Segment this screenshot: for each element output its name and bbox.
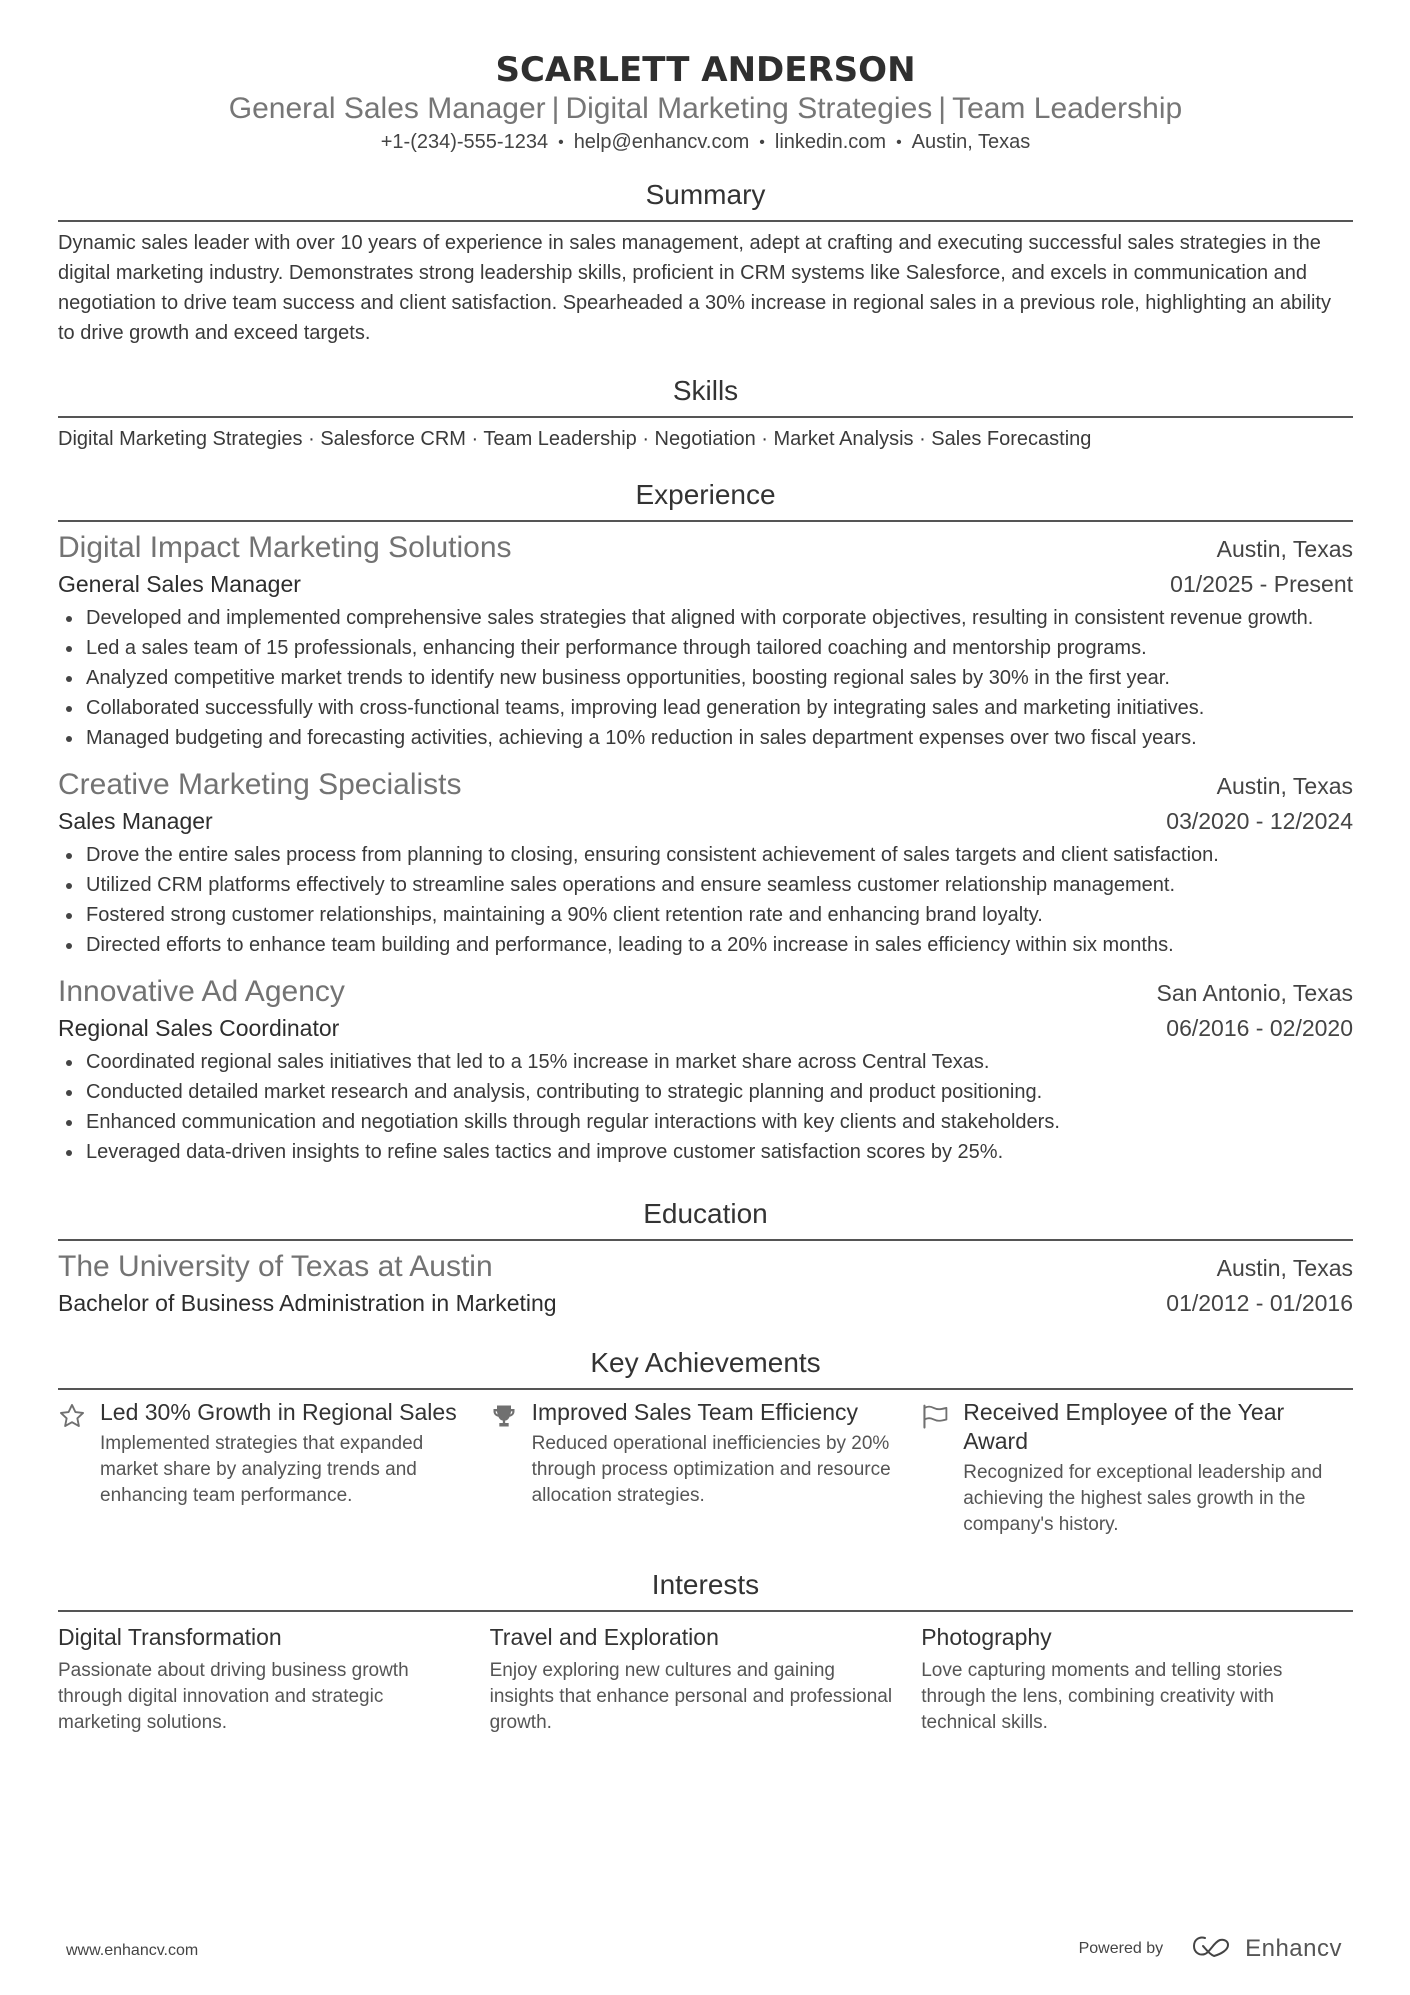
job-bullets <box>58 603 1353 753</box>
section-title: Interests <box>58 1568 1353 1612</box>
interest-title: Digital Transformation <box>58 1624 282 1650</box>
job-location: San Antonio, Texas <box>1156 980 1353 1006</box>
enhancv-logo-icon <box>1191 1934 1237 1963</box>
job-dates: 01/2025 - Present <box>1170 571 1353 597</box>
phone[interactable]: +1-(234)-555-1234 <box>380 131 549 153</box>
email-link[interactable]: help@enhancv.com <box>573 131 750 153</box>
headline-separator: | <box>551 92 560 125</box>
job-title: Regional Sales Coordinator <box>58 1015 340 1041</box>
interest-title: Travel and Exploration <box>489 1624 719 1650</box>
job-entry <box>58 974 1353 1167</box>
resume-page <box>58 0 1353 1736</box>
summary-text: Dynamic sales leader with over 10 years of experience in sales management, adept at crafting and executing successful sales strategies in the digital marketing industry. Demonstrates strong leadership skills, proficient in CRM systems like Salesforce, and excels in communication and negotiation to drive team success and client satisfaction. Spearheaded a 30% increase in regional sales in a previous role, highlighting an ability to drive growth and exceed targets. <box>58 232 1331 344</box>
bullet-item: Led a sales team of 15 professionals, enhancing their performance through tailored coaching and mentorship programs. <box>58 633 1353 663</box>
job-title: General Sales Manager <box>58 571 301 597</box>
powered-by-label: Powered by <box>1078 1939 1164 1957</box>
job-entry <box>58 767 1353 960</box>
achievement-description: Reduced operational inefficiencies by 20% through process optimization and resource allocation strategies. <box>531 1433 891 1506</box>
contact-separator: • <box>759 134 765 151</box>
job-entry <box>58 530 1353 753</box>
flag-icon <box>921 1398 963 1538</box>
interests-section <box>58 1568 1353 1736</box>
achievement-item <box>58 1398 490 1538</box>
achievement-title: Led 30% Growth in Regional Sales <box>100 1399 457 1425</box>
skills-list: Digital Marketing Strategies · Salesforce CRM · Team Leadership · Negotiation · Market Analysis · Sales Forecasting <box>58 428 1092 450</box>
education-entry <box>58 1249 1353 1320</box>
interest-item <box>58 1622 490 1736</box>
achievement-description: Recognized for exceptional leadership and achieving the highest sales growth in the company's history. <box>963 1462 1323 1535</box>
section-title: Key Achievements <box>58 1346 1353 1390</box>
location: Austin, Texas <box>911 131 1031 153</box>
footer-website-link[interactable]: www.enhancv.com <box>66 1942 199 1959</box>
candidate-name: SCARLETT ANDERSON <box>495 50 916 90</box>
brand-name: Enhancv <box>1245 1934 1342 1962</box>
company-name: Creative Marketing Specialists <box>58 768 462 801</box>
achievements-section <box>58 1346 1353 1538</box>
bullet-item: Managed budgeting and forecasting activities, achieving a 10% reduction in sales department expenses over two fiscal years. <box>58 723 1353 753</box>
job-bullets <box>58 840 1353 960</box>
bullet-item: Collaborated successfully with cross-functional teams, improving lead generation by integrating sales and marketing initiatives. <box>58 693 1353 723</box>
headline-item: Digital Marketing Strategies <box>565 92 933 125</box>
section-title: Skills <box>58 374 1353 418</box>
interest-item <box>921 1622 1353 1736</box>
section-title: Experience <box>58 478 1353 522</box>
bullet-item: Utilized CRM platforms effectively to streamline sales operations and ensure seamless customer relationship management. <box>58 870 1353 900</box>
bullet-item: Developed and implemented comprehensive sales strategies that aligned with corporate objectives, resulting in consistent revenue growth. <box>58 603 1353 633</box>
resume-header <box>58 0 1353 158</box>
experience-section <box>58 478 1353 1167</box>
bullet-item: Conducted detailed market research and analysis, contributing to strategic planning and product positioning. <box>58 1077 1353 1107</box>
job-dates: 03/2020 - 12/2024 <box>1166 808 1353 834</box>
headline-separator: | <box>938 92 947 125</box>
achievement-item <box>490 1398 922 1538</box>
achievement-description: Implemented strategies that expanded market share by analyzing trends and enhancing team performance. <box>100 1433 424 1506</box>
school-location: Austin, Texas <box>1216 1255 1353 1281</box>
summary-section <box>58 178 1353 348</box>
section-title: Education <box>58 1197 1353 1241</box>
contact-line <box>58 128 1353 158</box>
degree: Bachelor of Business Administration in Marketing <box>58 1290 557 1316</box>
achievement-title: Improved Sales Team Efficiency <box>531 1399 859 1425</box>
bullet-item: Enhanced communication and negotiation skills through regular interactions with key clients and stakeholders. <box>58 1107 1353 1137</box>
interest-description: Passionate about driving business growth through digital innovation and strategic marketing solutions. <box>58 1660 409 1733</box>
job-location: Austin, Texas <box>1216 773 1353 799</box>
job-dates: 06/2016 - 02/2020 <box>1166 1015 1353 1041</box>
achievement-title: Received Employee of the Year Award <box>963 1399 1285 1454</box>
interest-title: Photography <box>921 1624 1052 1650</box>
headline <box>58 90 1353 128</box>
headline-item: General Sales Manager <box>228 92 546 125</box>
star-icon <box>58 1398 100 1538</box>
skills-section <box>58 374 1353 454</box>
bullet-item: Drove the entire sales process from planning to closing, ensuring consistent achievement of sales targets and client satisfaction. <box>58 840 1353 870</box>
company-name: Digital Impact Marketing Solutions <box>58 531 512 564</box>
job-bullets <box>58 1047 1353 1167</box>
bullet-item: Directed efforts to enhance team building and performance, leading to a 20% increase in sales efficiency within six months. <box>58 930 1353 960</box>
section-title: Summary <box>58 178 1353 222</box>
company-name: Innovative Ad Agency <box>58 975 345 1008</box>
education-section <box>58 1197 1353 1320</box>
headline-item: Team Leadership <box>952 92 1183 125</box>
interest-item <box>490 1622 922 1736</box>
footer-branding[interactable] <box>1079 1934 1342 1963</box>
achievement-item <box>921 1398 1353 1538</box>
linkedin-link[interactable]: linkedin.com <box>774 131 887 153</box>
job-location: Austin, Texas <box>1216 536 1353 562</box>
interest-description: Enjoy exploring new cultures and gaining insights that enhance personal and professional growth. <box>489 1660 893 1733</box>
contact-separator: • <box>558 134 564 151</box>
bullet-item: Coordinated regional sales initiatives that led to a 15% increase in market share across Central Texas. <box>58 1047 1353 1077</box>
interest-description: Love capturing moments and telling stories through the lens, combining creativity with technical skills. <box>921 1660 1283 1733</box>
trophy-icon <box>490 1398 532 1538</box>
bullet-item: Analyzed competitive market trends to identify new business opportunities, boosting regional sales by 30% in the first year. <box>58 663 1353 693</box>
contact-separator: • <box>896 134 902 151</box>
job-title: Sales Manager <box>58 808 213 834</box>
bullet-item: Leveraged data-driven insights to refine sales tactics and improve customer satisfaction scores by 25%. <box>58 1137 1353 1167</box>
education-dates: 01/2012 - 01/2016 <box>1166 1290 1353 1316</box>
school-name: The University of Texas at Austin <box>58 1250 493 1283</box>
bullet-item: Fostered strong customer relationships, maintaining a 90% client retention rate and enhancing brand loyalty. <box>58 900 1353 930</box>
